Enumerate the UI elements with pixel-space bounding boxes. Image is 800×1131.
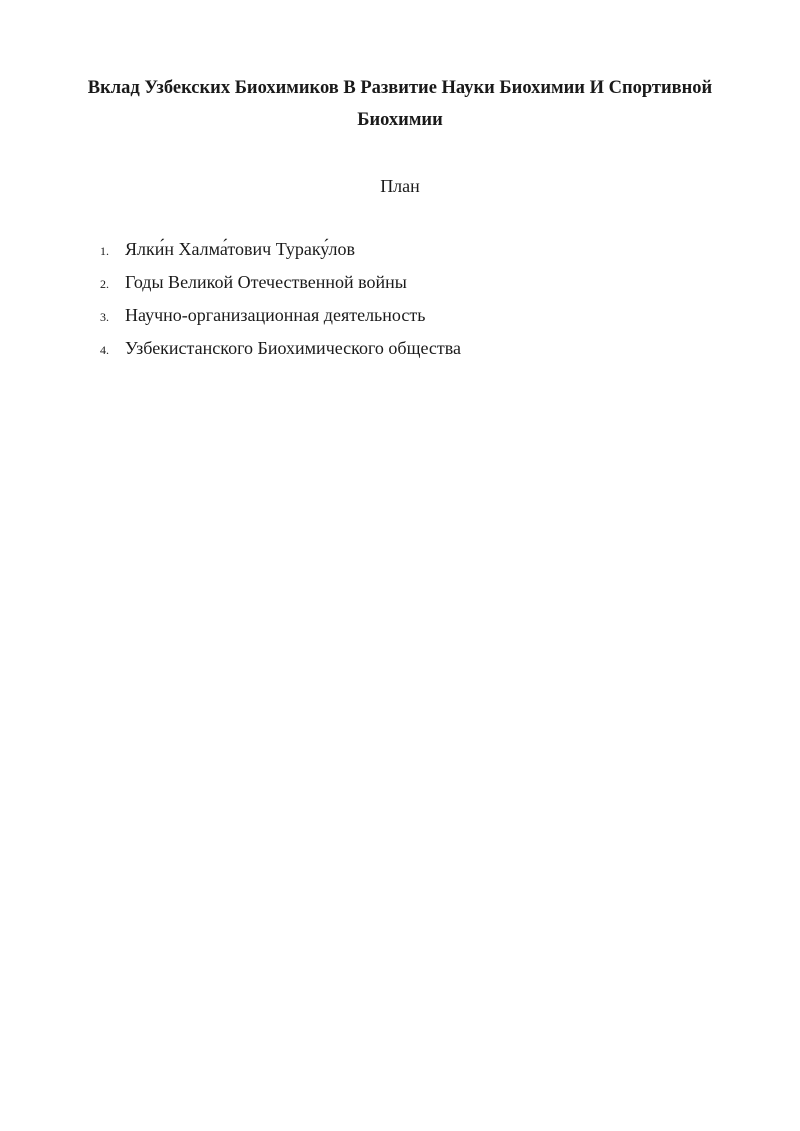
plan-item (100, 303, 720, 336)
plan-item (100, 237, 720, 270)
plan-heading: План (380, 176, 420, 196)
plan-item-number: 3. (100, 310, 109, 324)
plan-item-text: Ялки́н Халма́тович Тураку́лов (125, 239, 356, 259)
plan-item-number: 4. (100, 343, 109, 357)
plan-item (100, 336, 720, 369)
plan-item-number: 2. (100, 277, 109, 291)
plan-item (100, 270, 720, 303)
plan-item-number: 1. (100, 244, 109, 258)
document-title: Вклад Узбекских Биохимиков В Развитие Науки Биохимии И Спортивной Биохимии (87, 78, 713, 130)
plan-list (100, 237, 720, 369)
plan-item-text: Узбекистанского Биохимического общества (125, 338, 461, 358)
plan-item-text: Годы Великой Отечественной войны (125, 272, 407, 292)
plan-item-text: Научно-организационная деятельность (125, 305, 426, 325)
